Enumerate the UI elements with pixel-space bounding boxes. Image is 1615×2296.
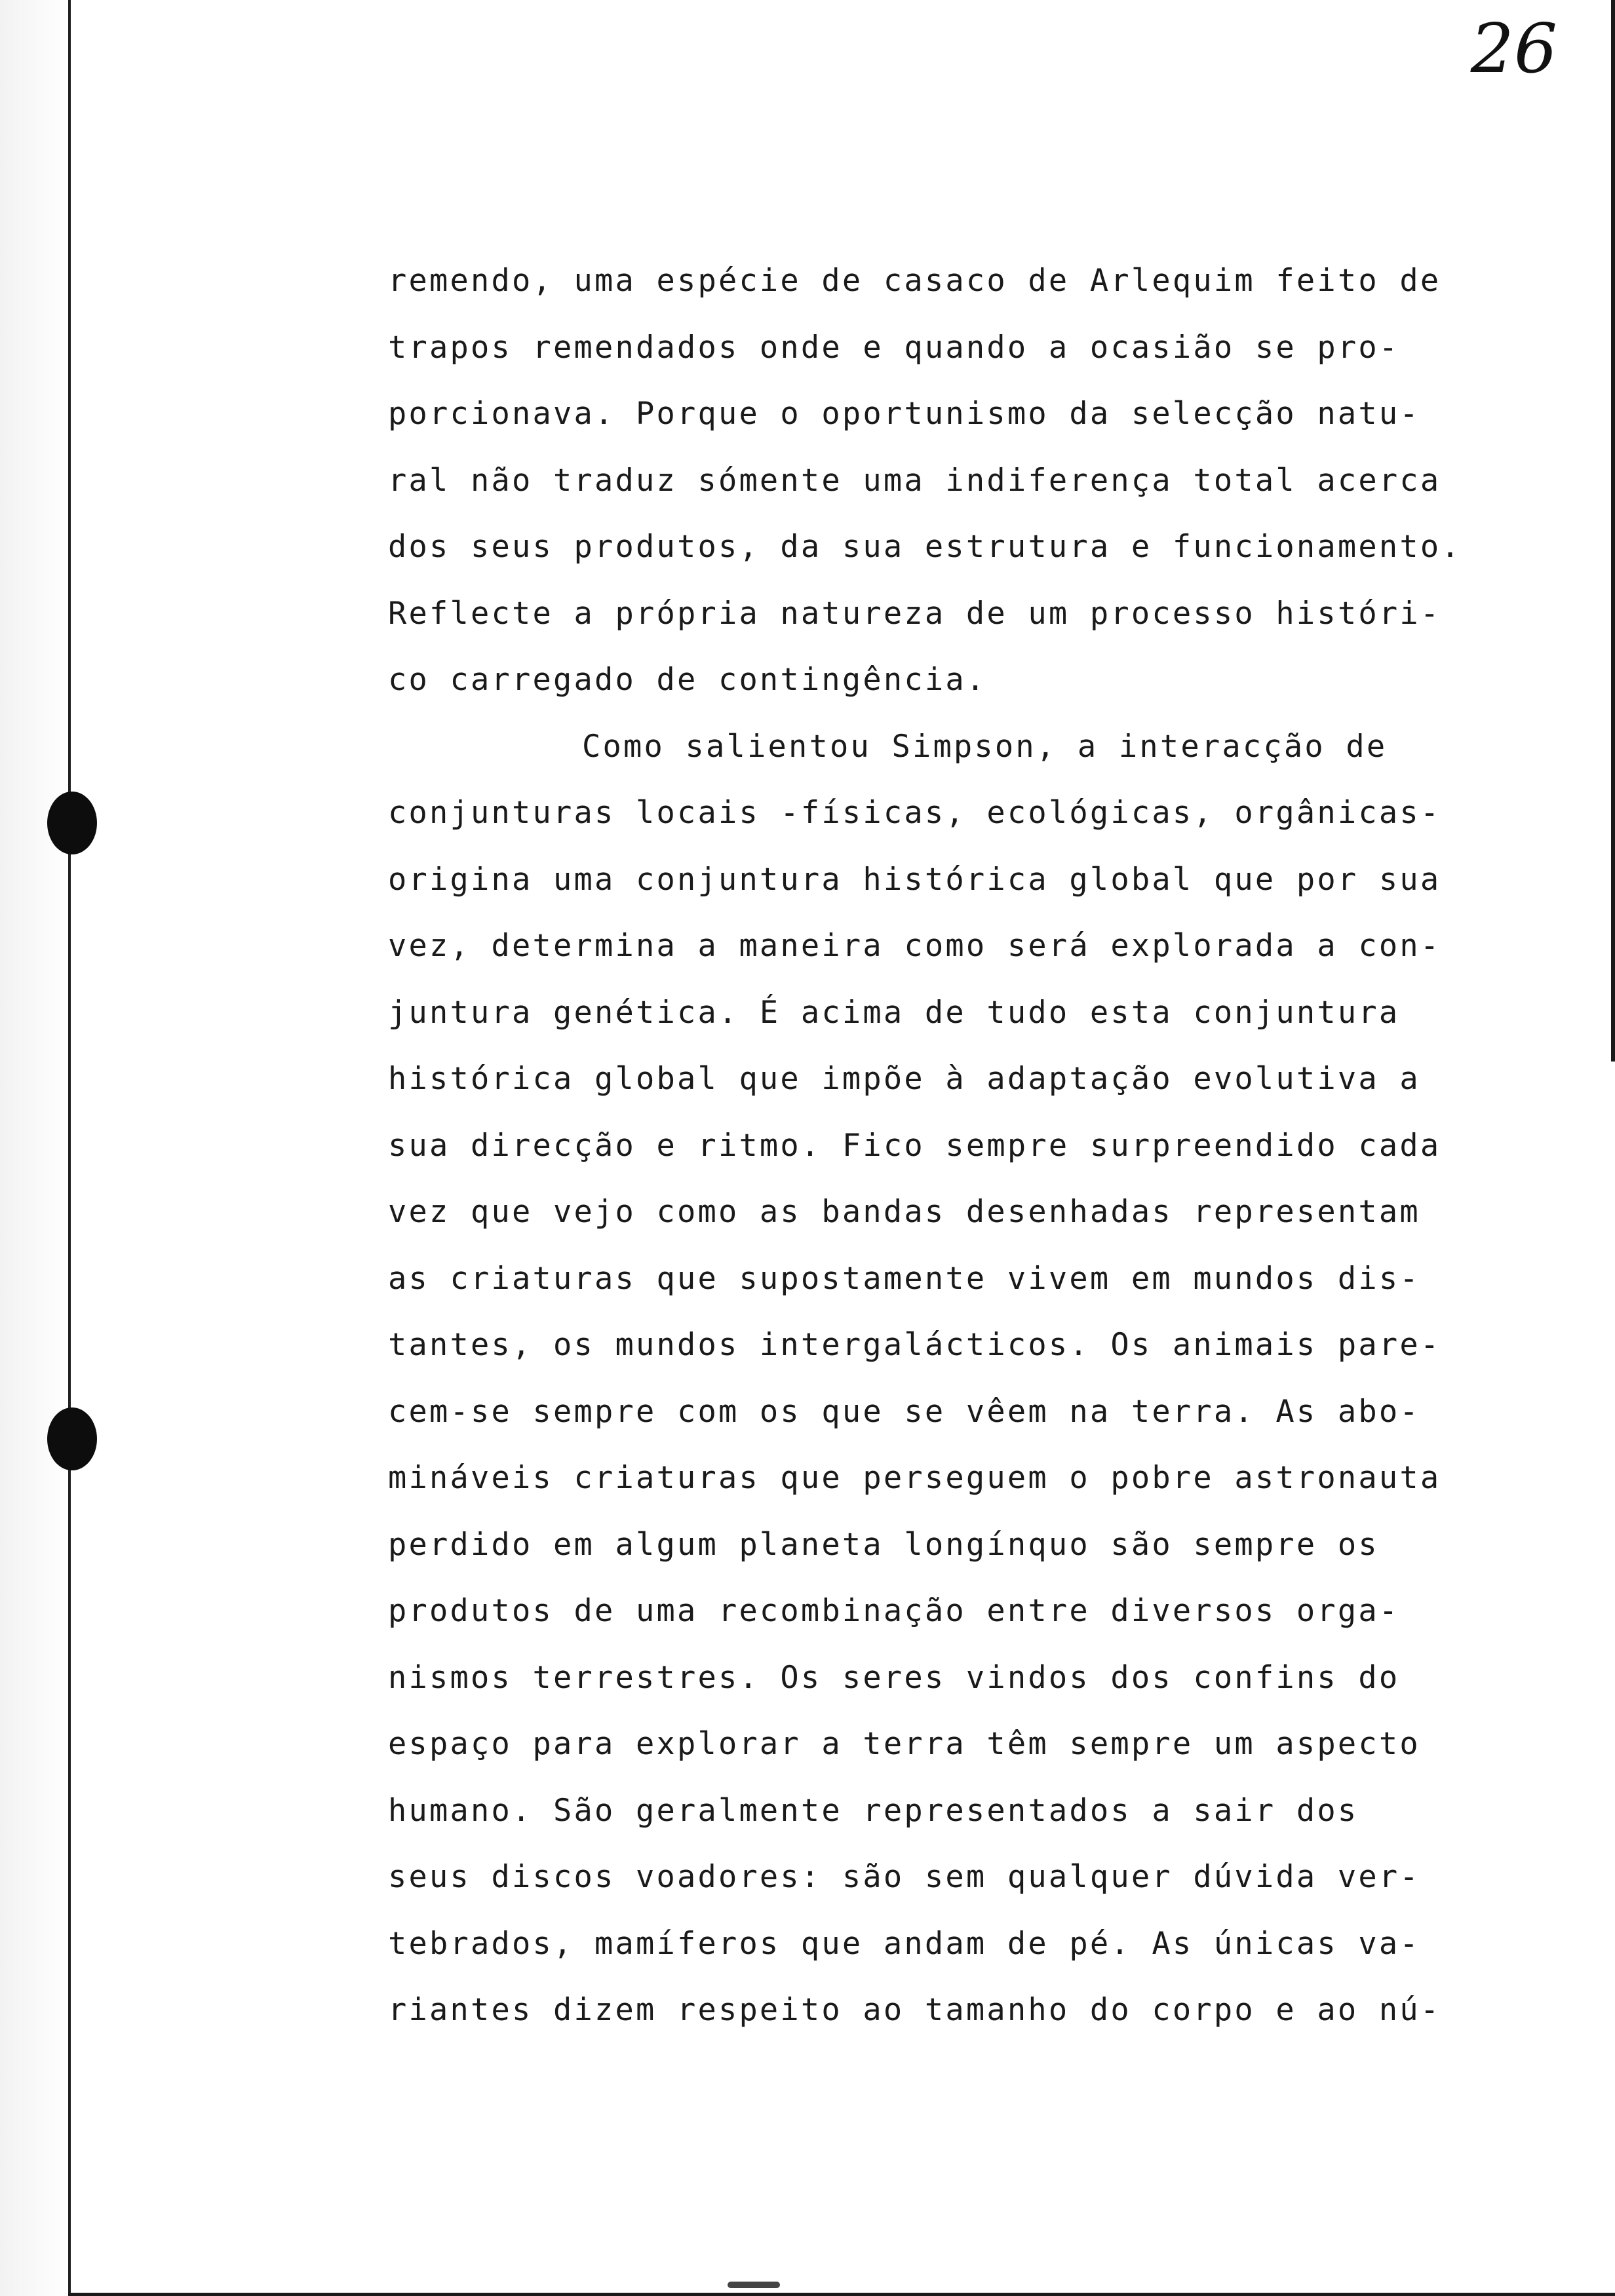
text-line: conjunturas locais -físicas, ecológicas, orgânicas- bbox=[388, 795, 1441, 831]
text-line: porcionava. Porque o oportunismo da selecção natu- bbox=[388, 396, 1420, 432]
text-line: espaço para explorar a terra têm sempre um aspecto bbox=[388, 1726, 1420, 1762]
text-line: ral não traduz sómente uma indiferença total acerca bbox=[388, 462, 1441, 499]
body-text bbox=[388, 248, 1462, 2044]
text-line: tantes, os mundos intergalácticos. Os animais pare- bbox=[388, 1327, 1441, 1363]
punch-hole-top bbox=[47, 792, 97, 854]
text-line: co carregado de contingência. bbox=[388, 662, 987, 698]
text-line: mináveis criaturas que perseguem o pobre astronauta bbox=[388, 1460, 1441, 1496]
text-line: nismos terrestres. Os seres vindos dos confins do bbox=[388, 1659, 1400, 1696]
text-line: histórica global que impõe à adaptação evolutiva a bbox=[388, 1061, 1420, 1097]
punch-hole-bottom bbox=[47, 1407, 97, 1470]
bottom-page-edge bbox=[68, 2293, 1615, 2296]
text-line: Reflecte a própria natureza de um processo históri- bbox=[388, 595, 1441, 632]
text-line: vez, determina a maneira como será explorada a con- bbox=[388, 928, 1441, 964]
text-line: perdido em algum planeta longínquo são sempre os bbox=[388, 1526, 1379, 1563]
binding-edge-line bbox=[68, 0, 71, 2296]
text-line: riantes dizem respeito ao tamanho do corpo e ao nú- bbox=[388, 1992, 1441, 2028]
text-line: vez que vejo como as bandas desenhadas representam bbox=[388, 1194, 1420, 1230]
text-line: as criaturas que supostamente vivem em mundos dis- bbox=[388, 1260, 1420, 1297]
paragraph-start-line: Como salientou Simpson, a interacção de bbox=[582, 728, 1388, 765]
binding-shadow bbox=[0, 0, 68, 2296]
page-number: 26 bbox=[1470, 9, 1557, 88]
text-line: tebrados, mamíferos que andam de pé. As únicas va- bbox=[388, 1925, 1420, 1962]
text-line: remendo, uma espécie de casaco de Arlequim feito de bbox=[388, 263, 1441, 299]
text-line: cem-se sempre com os que se vêem na terra. As abo- bbox=[388, 1393, 1420, 1430]
text-line: seus discos voadores: são sem qualquer dúvida ver- bbox=[388, 1859, 1420, 1895]
text-line: dos seus produtos, da sua estrutura e funcionamento. bbox=[388, 529, 1462, 565]
text-line: humano. São geralmente representados a sair dos bbox=[388, 1792, 1359, 1829]
right-page-edge bbox=[1611, 0, 1615, 1062]
text-line: sua direcção e ritmo. Fico sempre surpreendido cada bbox=[388, 1127, 1441, 1164]
text-line: trapos remendados onde e quando a ocasião se pro- bbox=[388, 329, 1400, 366]
text-line: produtos de uma recombinação entre diversos orga- bbox=[388, 1593, 1400, 1629]
text-line: juntura genética. É acima de tudo esta conjuntura bbox=[388, 994, 1400, 1031]
scan-artifact-mark bbox=[728, 2282, 780, 2288]
text-line: origina uma conjuntura histórica global que por sua bbox=[388, 861, 1441, 898]
